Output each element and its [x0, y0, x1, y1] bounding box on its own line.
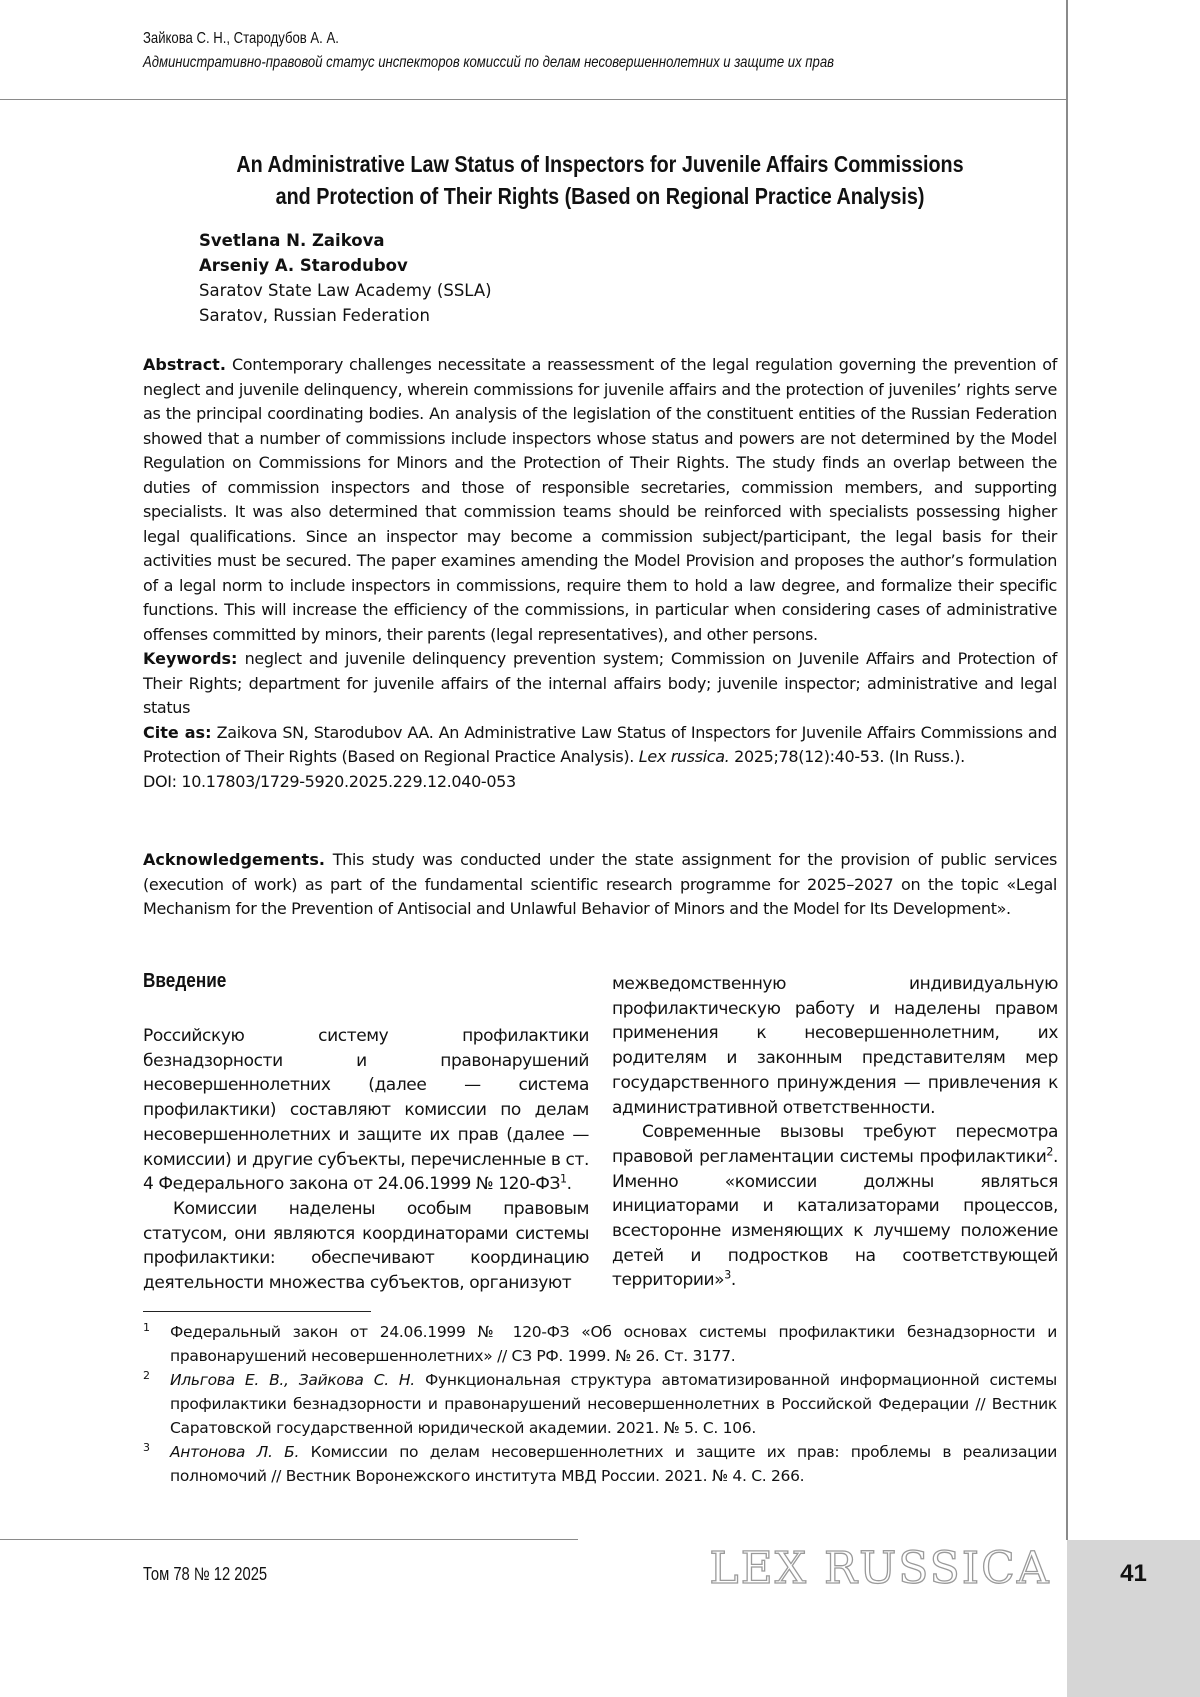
doi: DOI: 10.17803/1729-5920.2025.229.12.040-053: [143, 771, 516, 791]
section-heading: Введение: [143, 970, 227, 992]
footnote-ref-2: 2: [1046, 1145, 1053, 1159]
right-margin-rule: [1066, 0, 1068, 1540]
keywords-text: neglect and juvenile delinquency prevention system; Commission on Juvenile Affairs and Protection of Their Rights; department for juvenile affairs of the internal affairs body; juvenile inspector; administrative and legal status: [143, 649, 1057, 717]
footnote-ref-1: 1: [559, 1172, 567, 1186]
footnote-text: Функциональная структура автоматизированной информационной системы профилактики безнадзорности и правонарушений несовершеннолетних в Российской Федерации // Вестник Саратовской государственной юридической академии. 2021. № 5. С. 106.: [170, 1371, 1057, 1437]
footnote-author: Ильгова Е. В., Зайкова С. Н.: [170, 1371, 415, 1389]
header-subtitle: Административно-правовой статус инспекторов комиссий по делам несовершеннолетних и защите их прав: [143, 54, 834, 71]
abstract-label: Abstract.: [143, 355, 226, 374]
abstract-paragraph: [143, 353, 1057, 647]
page-number: 41: [1120, 1560, 1147, 1587]
running-header: [143, 30, 1043, 72]
author-2: Arseniy A. Starodubov: [199, 256, 408, 275]
intro-p3-end: .: [730, 1270, 736, 1291]
cite-text: Zaikova SN, Starodubov AA. An Administrative Law Status of Inspectors for Juvenile Affairs Commissions and Protection of Their Rights (Based on Regional Practice Analysis).: [143, 722, 1057, 766]
keywords-label: Keywords:: [143, 649, 238, 668]
footnote-text: Федеральный закон от 24.06.1999 № 120-ФЗ «Об основах системы профилактики безнадзорности и правонарушений несовершеннолетних» // СЗ РФ. 1999. № 26. Ст. 3177.: [170, 1323, 1057, 1365]
footnote-author: Антонова Л. Б.: [170, 1443, 300, 1461]
ack-label: Acknowledgements.: [143, 850, 325, 869]
intro-p1-end: .: [566, 1174, 572, 1195]
intro-paragraph-3: [612, 1120, 1058, 1293]
cite-label: Cite as:: [143, 722, 212, 742]
footnote: [143, 1368, 1057, 1440]
footer-rule: [0, 1539, 578, 1540]
footnote-number: 2: [143, 1369, 150, 1382]
author-affiliation: [199, 228, 492, 328]
intro-p1-text: Российскую систему профилактики безнадзорности и правонарушений несовершеннолетних (далее — система профилактики) составляют комиссии по делам несовершеннолетних и защите их прав (далее — комиссии) и другие субъекты, перечисленные в ст. 4 Федерального закона от 24.06.1999 № 120-ФЗ: [143, 1026, 590, 1195]
keywords-paragraph: [143, 647, 1057, 721]
footnote: [143, 1320, 1057, 1368]
footnote-ref-3: 3: [724, 1268, 731, 1282]
article-title: [160, 148, 1040, 212]
footnote-text: Комиссии по делам несовершеннолетних и защите их прав: проблемы в реализации полномочий // Вестник Воронежского института МВД России. 2021. № 4. С. 266.: [170, 1443, 1057, 1485]
acknowledgements: [143, 848, 1057, 922]
institution: Saratov State Law Academy (SSLA): [199, 281, 492, 300]
footnotes: [143, 1320, 1057, 1488]
footnote-number: 3: [143, 1441, 150, 1454]
title-line-1: An Administrative Law Status of Inspectors for Juvenile Affairs Commissions: [236, 151, 964, 177]
intro-p3-text-b: . Именно «комиссии должны являться инициаторами и катализаторами процессов, всесторонне изменяющих к лучшему положение детей и подростков на соответствующей территории»: [612, 1146, 1058, 1291]
author-1: Svetlana N. Zaikova: [199, 231, 385, 250]
header-rule: [0, 99, 1067, 100]
header-authors: Зайкова С. Н., Стародубов А. А.: [143, 30, 339, 47]
footnote-number: 1: [143, 1321, 150, 1334]
intro-paragraph-2: Комиссии наделены особым правовым статусом, они являются координаторами системы профилактики: обеспечивают координацию деятельности множества субъектов, организуют: [143, 1198, 589, 1294]
footnote: [143, 1440, 1057, 1488]
title-line-2: and Protection of Their Rights (Based on Regional Practice Analysis): [275, 183, 925, 209]
location: Saratov, Russian Federation: [199, 306, 430, 325]
cite-journal: Lex russica.: [638, 747, 730, 766]
abstract-text: Contemporary challenges necessitate a reassessment of the legal regulation governing the prevention of neglect and juvenile delinquency, wherein commissions for juvenile affairs and the protection of juveniles’ rights serve as the principal coordinating bodies. An analysis of the legislation of the constituent entities of the Russian Federation showed that a number of commissions include inspectors whose status and powers are not determined by the Model Regulation on Commissions for Minors and the Protection of Their Rights. The study finds an overlap between the duties of commission inspectors and those of responsible secretaries, commission members, and supporting specialists. It was also determined that commission teams should be reinforced with specialists possessing higher legal qualifications. Since an inspector may become a commission subject/participant, the legal basis for their activities must be secured. The paper examines amending the Model Provision and proposes the author’s formulation of a legal norm to include inspectors in commissions, require them to hold a law degree, and formalize their specific functions. This will increase the efficiency of the commissions, in particular when considering cases of administrative offenses committed by minors, their parents (legal representatives), and other persons.: [143, 355, 1057, 644]
citation-paragraph: [143, 721, 1057, 770]
footnote-rule: [143, 1311, 371, 1312]
journal-logo: [709, 1536, 1051, 1596]
logo-text: LEX RUSSICA: [709, 1543, 1051, 1594]
volume-info: Том 78 № 12 2025: [143, 1564, 268, 1584]
ack-text: This study was conducted under the state assignment for the provision of public services (execution of work) as part of the fundamental scientific research programme for 2025–2027 on the topic «Legal Mechanism for the Prevention of Antisocial and Unlawful Behavior of Minors and the Model for Its Development».: [143, 850, 1057, 918]
intro-p3-text-a: Современные вызовы требуют пересмотра правовой регламентации системы профилактики: [612, 1122, 1058, 1167]
right-column: [612, 972, 1058, 1293]
cite-tail: 2025;78(12):40-53. (In Russ.).: [734, 747, 965, 766]
abstract-block: [143, 353, 1057, 794]
left-column: [143, 1024, 589, 1296]
intro-paragraph-1: [143, 1024, 589, 1197]
intro-paragraph-2-continued: межведомственную индивидуальную профилактическую работу и наделены правом применения к несовершеннолетним, их родителям и законным представителям мер государственного принуждения — привлечения к административной ответственности.: [612, 974, 1058, 1118]
